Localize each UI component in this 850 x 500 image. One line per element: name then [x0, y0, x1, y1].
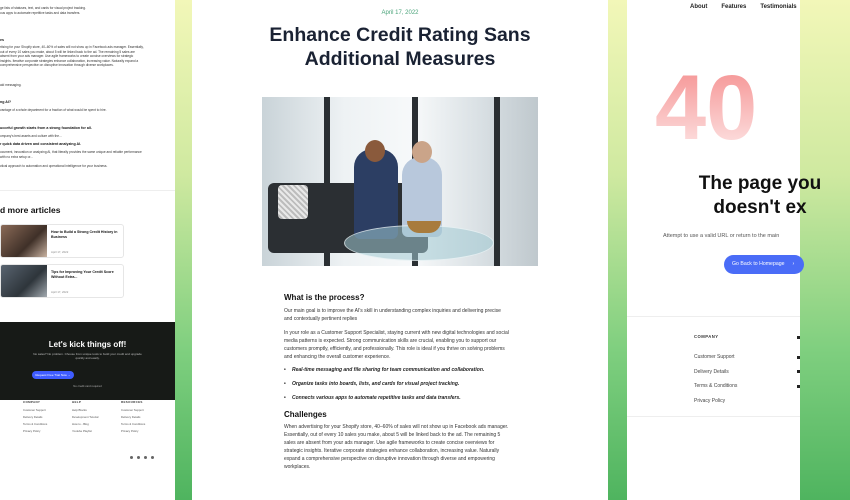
footer-column-resources: [121, 400, 145, 436]
footer-link[interactable]: Terms & Conditions: [23, 422, 48, 426]
article-thumbnail: [1, 265, 47, 297]
footer-mark: [797, 336, 800, 339]
nav-link-testimonials[interactable]: Testimonials: [760, 4, 797, 10]
more-articles-heading: d more articles: [0, 205, 61, 215]
footer-link[interactable]: Customer Support: [694, 354, 735, 360]
cta-note: No credit card required: [73, 384, 102, 388]
footer-link[interactable]: Youtube Playlist: [72, 429, 92, 433]
cta-button[interactable]: Request Free Trial Now →: [32, 371, 74, 379]
footer-link[interactable]: How to - Blog: [72, 422, 89, 426]
left-text-fragment: ocument, innovation or analyzing AI, that literally provides the same unique and reliable performance with no extra setup or...: [0, 150, 142, 159]
footer-link[interactable]: Delivery Details: [23, 415, 43, 419]
error-title-line: The page you: [698, 173, 822, 194]
article-card-title[interactable]: How to Build a Strong Credit History in Business: [51, 230, 118, 239]
footer-heading: RESOURCES: [121, 400, 143, 404]
article-panel: [192, 0, 608, 500]
article-card-title[interactable]: Tips for Improving Your Credit Score Without Extra...: [51, 270, 114, 279]
article-title: Enhance Credit Rating Sans Additional Measures: [269, 24, 531, 70]
left-text-fragment: r quick data driven and consistent analyzing AI.: [0, 142, 82, 146]
divider: [627, 416, 800, 417]
not-found-panel: [627, 0, 822, 500]
left-text-fragment: ucceful growth starts from a strong foundation for all.: [0, 126, 92, 130]
footer-column-help: [72, 400, 98, 436]
article-hero-image: [262, 97, 538, 266]
social-links: [130, 456, 154, 459]
left-preview-panel: [0, 0, 175, 500]
footer-mark: [797, 370, 800, 373]
footer-mark: [797, 356, 800, 359]
left-heading-fragment: es: [0, 38, 4, 42]
hero-window-frame: [494, 97, 500, 266]
divider: [627, 316, 800, 317]
hero-pillow: [278, 185, 308, 219]
social-icon[interactable]: [130, 456, 133, 459]
footer-mark: [797, 385, 800, 388]
social-icon[interactable]: [151, 456, 154, 459]
footer-link[interactable]: Development Tutorial: [72, 415, 99, 419]
footer-link[interactable]: Terms & Conditions: [694, 383, 738, 389]
error-code: 40: [655, 57, 758, 159]
nav-link-about[interactable]: About: [690, 4, 708, 10]
error-title-line: doesn't ex: [713, 197, 807, 218]
footer-link[interactable]: Customer Support: [23, 408, 46, 412]
footer-link[interactable]: Customer Support: [121, 408, 144, 412]
footer-link[interactable]: Terms & Conditions: [121, 422, 146, 426]
nav-link-features[interactable]: Features: [721, 4, 747, 10]
article-thumbnail: [1, 225, 47, 257]
footer-column-company: [23, 400, 47, 436]
footer-link[interactable]: Privacy Policy: [23, 429, 41, 433]
error-subtitle: Attempt to use a valid URL or return to the main: [663, 233, 780, 239]
article-card[interactable]: [0, 224, 124, 258]
section-paragraph: In your role as a Customer Support Specialist, staying current with new digital technologies and social media patterns is expected. Strong communication skills are crucial, enabling you to support our customers promptly, efficiently, and professionally. This role is ideal if you thrive on solving problems and enhancing the overall customer experience.: [284, 330, 509, 360]
cta-subtitle: No sales? No problem. Choose from unique tools to build your credit and upgrade quickly and easily.: [33, 352, 142, 361]
go-home-button-label: Go Back to Homepage: [732, 261, 785, 267]
feature-list-item: • Organize tasks into boards, lists, and cards for visual project tracking.: [284, 381, 514, 387]
left-heading-fragment: ng AI?: [0, 100, 12, 104]
article-card[interactable]: [0, 264, 124, 298]
hero-person-head: [365, 140, 385, 162]
left-text-fragment: ompany's best assets and culture with the...: [0, 134, 62, 138]
cta-section: [0, 322, 175, 400]
footer-link[interactable]: Privacy Policy: [121, 429, 139, 433]
footer-link[interactable]: Privacy Policy: [694, 398, 726, 404]
hero-person-head: [412, 141, 432, 163]
footer-heading: HELP: [72, 400, 82, 404]
top-nav: [690, 4, 797, 10]
left-text-fragment: ctical approach to automation and operational intelligence for your business.: [0, 164, 108, 168]
cta-title: Let's kick things off!: [48, 340, 127, 349]
footer-link[interactable]: Delivery Details: [121, 415, 141, 419]
section-paragraph: When advertising for your Shopify store, 40–60% of sales will not show up in Facebook ads manager. Essentially, out of every 10 sales you make, about 5 will be linked back to the ad. The remaining 5 sales are absent from your ads manager. Use agile frameworks to create concise overviews for strategic insights. Iterative corporate strategies enhance collaboration, increasing value. Naturally expand a comprehensive perspective on disruptive innovation through diverse and empowering workplaces.: [284, 424, 509, 470]
left-paragraph-fragment: rtising for your Shopify store, 40–60% of sales will not show up in Facebook ads manager. Essentially, out of every 10 sales you make, about 5 will be linked back to the ad. The remaining 5 sales are absent from your ads manager. Use agile frameworks to create concise overviews for strategic insights. Iterative corporate strategies enhance collaboration, increasing value. Naturally expand a comprehensive perspective on disruptive innovation through diverse workplaces.: [0, 45, 144, 68]
left-text-fragment: vantage of a whole department for a fraction of what would be spent to hire.: [0, 108, 107, 112]
chevron-right-icon: ›: [792, 261, 795, 267]
section-heading-challenges: Challenges: [284, 410, 327, 419]
article-card-date: April 17, 2022: [51, 290, 69, 294]
article-date: April 17, 2022: [381, 10, 419, 16]
social-icon[interactable]: [137, 456, 140, 459]
footer-heading: COMPANY: [23, 400, 41, 404]
go-home-button[interactable]: [724, 255, 804, 274]
left-text-fragment: aid messaging.: [0, 83, 22, 87]
section-heading-process: What is the process?: [284, 293, 365, 302]
feature-list: [284, 367, 514, 408]
feature-list-item: • Real-time messaging and file sharing for team communication and collaboration.: [284, 367, 514, 373]
footer-link[interactable]: Delivery Details: [694, 369, 729, 375]
divider: [0, 190, 175, 191]
left-text-fragment: ge lists of statuses, text, and cards for visual project tracking.: [0, 6, 86, 10]
left-text-fragment: ous apps to automate repetitive tasks and data transfers.: [0, 11, 81, 15]
footer-link[interactable]: Help Blocks: [72, 408, 87, 412]
section-paragraph: Our main goal is to improve the AI's skill in understanding complex inquiries and delivering precise and contextually pertinent replies: [284, 308, 501, 322]
social-icon[interactable]: [144, 456, 147, 459]
feature-list-item: • Connects various apps to automate repetitive tasks and data transfers.: [284, 395, 514, 401]
article-card-date: April 17, 2022: [51, 250, 69, 254]
error-title: [670, 172, 850, 220]
footer-heading: COMPANY: [694, 334, 719, 339]
